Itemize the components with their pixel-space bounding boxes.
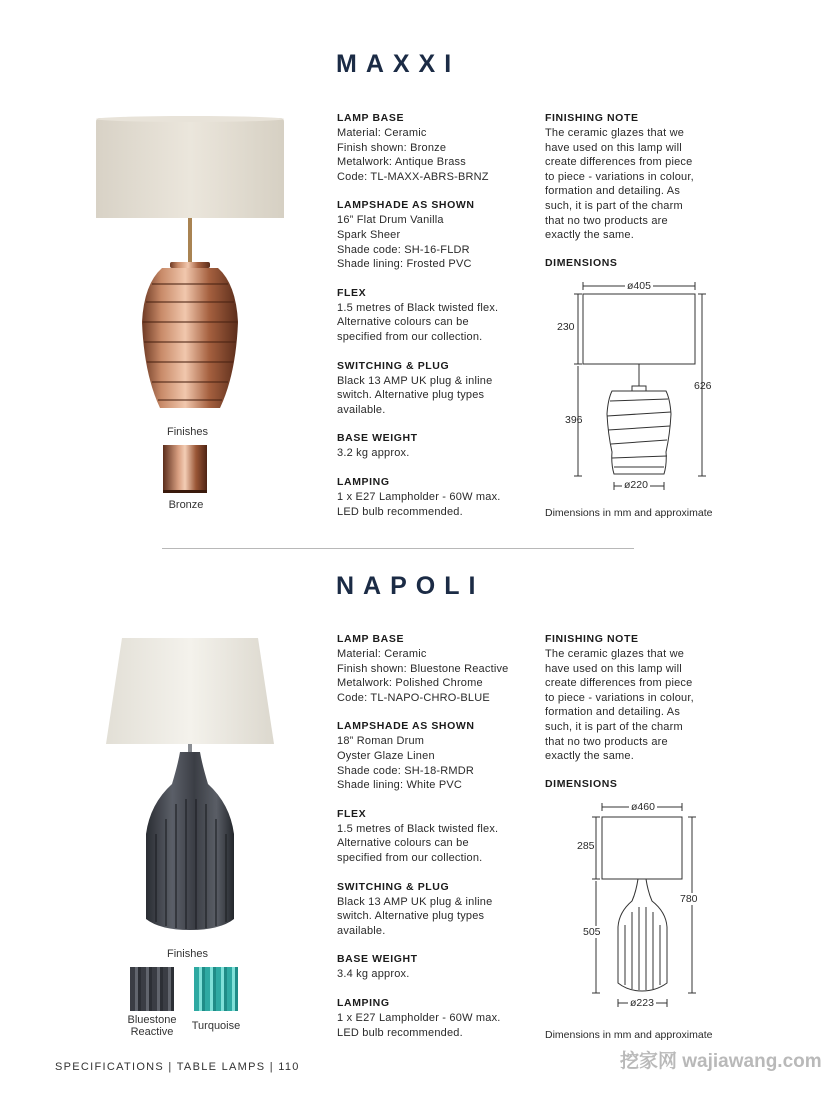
note-line: have used on this lamp will xyxy=(545,141,682,154)
maxxi-swatch-label: Bronze xyxy=(168,499,204,511)
spec-line: Code: TL-NAPO-CHRO-BLUE xyxy=(337,691,490,704)
spec-section-base-weight xyxy=(337,952,537,982)
maxxi-dim-note: Dimensions in mm and approximate xyxy=(545,507,713,519)
note-line: such, it is part of the charm xyxy=(545,720,683,733)
napoli-finishes-label: Finishes xyxy=(167,948,208,960)
spec-line: available. xyxy=(337,403,386,416)
maxxi-finishes-label: Finishes xyxy=(167,426,208,438)
spec-line: 1.5 metres of Black twisted flex. xyxy=(337,301,499,314)
napoli-dim-base-width: ø223 xyxy=(630,997,654,1009)
spec-heading: BASE WEIGHT xyxy=(337,953,418,966)
note-line: exactly the same. xyxy=(545,229,634,242)
spec-line: specified from our collection. xyxy=(337,330,483,343)
maxxi-finishing-note xyxy=(545,111,745,243)
spec-line: Finish shown: Bronze xyxy=(337,141,447,154)
spec-heading: SWITCHING & PLUG xyxy=(337,880,450,893)
spec-line: Metalwork: Antique Brass xyxy=(337,156,466,169)
spec-line: 3.4 kg approx. xyxy=(337,968,410,981)
product-title-napoli: NAPOLI xyxy=(336,572,485,600)
finishing-note-heading: FINISHING NOTE xyxy=(545,633,639,645)
spec-section-switching xyxy=(337,359,537,418)
note-line: such, it is part of the charm xyxy=(545,199,683,212)
maxxi-dim-base-width: ø220 xyxy=(624,479,648,491)
note-line: that no two products are xyxy=(545,735,668,748)
napoli-dimension-drawing xyxy=(560,797,720,1017)
spec-line: switch. Alternative plug types xyxy=(337,910,485,923)
spec-heading: FLEX xyxy=(337,286,367,299)
spec-line: switch. Alternative plug types xyxy=(337,389,485,402)
spec-line: Finish shown: Bluestone Reactive xyxy=(337,662,509,675)
maxxi-spec-column xyxy=(337,111,537,533)
note-line: create differences from piece xyxy=(545,156,693,169)
finishing-note-heading: FINISHING NOTE xyxy=(545,112,639,124)
spec-line: LED bulb recommended. xyxy=(337,505,463,518)
note-line: The ceramic glazes that we xyxy=(545,127,685,139)
spec-line: Oyster Glaze Linen xyxy=(337,749,435,762)
spec-section-switching xyxy=(337,880,537,939)
product-title-maxxi: MAXXI xyxy=(336,50,461,78)
napoli-dim-shade-width: ø460 xyxy=(631,801,655,813)
spec-line: 1.5 metres of Black twisted flex. xyxy=(337,822,499,835)
spec-heading: LAMPSHADE AS SHOWN xyxy=(337,199,475,212)
spec-line: LED bulb recommended. xyxy=(337,1026,463,1039)
spec-line: Black 13 AMP UK plug & inline xyxy=(337,895,493,908)
napoli-swatch-turquoise[interactable] xyxy=(194,967,238,1011)
spec-line: 1 x E27 Lampholder - 60W max. xyxy=(337,490,501,503)
spec-line: Alternative colours can be xyxy=(337,837,469,850)
note-line: exactly the same. xyxy=(545,750,634,763)
maxxi-swatch-bronze[interactable] xyxy=(163,445,207,493)
spec-line: Shade code: SH-16-FLDR xyxy=(337,243,470,256)
spec-heading: LAMP BASE xyxy=(337,633,405,645)
spec-heading: LAMP BASE xyxy=(337,112,405,124)
note-line: to piece - variations in colour, xyxy=(545,170,694,183)
spec-section-base-weight xyxy=(337,431,537,461)
napoli-finishing-note xyxy=(545,632,745,764)
note-line: The ceramic glazes that we xyxy=(545,648,685,660)
spec-line: 1 x E27 Lampholder - 60W max. xyxy=(337,1011,501,1024)
napoli-swatch-bluestone[interactable] xyxy=(130,967,174,1011)
spec-line: Shade lining: White PVC xyxy=(337,779,463,792)
spec-line: Black 13 AMP UK plug & inline xyxy=(337,374,493,387)
page-footer: SPECIFICATIONS | TABLE LAMPS | 110 xyxy=(55,1061,300,1073)
spec-line: Metalwork: Polished Chrome xyxy=(337,677,483,690)
spec-section-flex xyxy=(337,807,537,866)
spec-section-lamping xyxy=(337,475,537,519)
spec-section-lamp-base xyxy=(337,632,537,705)
spec-line: 16” Flat Drum Vanilla xyxy=(337,214,444,227)
spec-heading: LAMPSHADE AS SHOWN xyxy=(337,720,475,733)
napoli-spec-column xyxy=(337,632,537,1054)
maxxi-dim-shade-width: ø405 xyxy=(627,280,651,292)
spec-line: Alternative colours can be xyxy=(337,316,469,329)
napoli-swatch-label-turquoise: Turquoise xyxy=(191,1020,241,1032)
section-divider xyxy=(162,548,634,549)
napoli-dim-shade-height: 285 xyxy=(577,840,595,852)
napoli-dimensions-heading: DIMENSIONS xyxy=(545,778,618,790)
spec-line: Shade code: SH-18-RMDR xyxy=(337,764,475,777)
watermark: 挖家网 wajiawang.com xyxy=(620,1051,822,1072)
spec-line: specified from our collection. xyxy=(337,851,483,864)
napoli-dim-base-height: 505 xyxy=(583,926,601,938)
spec-heading: FLEX xyxy=(337,807,367,820)
maxxi-dim-base-height: 396 xyxy=(565,414,583,426)
spec-heading: SWITCHING & PLUG xyxy=(337,359,450,372)
spec-line: Spark Sheer xyxy=(337,228,401,241)
spec-heading: LAMPING xyxy=(337,475,390,488)
note-line: formation and detailing. As xyxy=(545,706,681,719)
napoli-dim-note: Dimensions in mm and approximate xyxy=(545,1029,713,1041)
spec-section-lampshade xyxy=(337,198,537,271)
maxxi-lamp-image xyxy=(90,112,290,417)
maxxi-dim-shade-height: 230 xyxy=(557,321,575,333)
spec-section-lamp-base xyxy=(337,111,537,184)
spec-line: Material: Ceramic xyxy=(337,127,427,139)
note-line: have used on this lamp will xyxy=(545,662,682,675)
spec-section-lamping xyxy=(337,996,537,1040)
spec-line: 18” Roman Drum xyxy=(337,735,425,748)
maxxi-dimensions-heading: DIMENSIONS xyxy=(545,257,618,269)
spec-line: Code: TL-MAXX-ABRS-BRNZ xyxy=(337,170,489,183)
spec-line: Shade lining: Frosted PVC xyxy=(337,258,472,271)
napoli-dim-total-height: 780 xyxy=(680,893,698,905)
note-line: that no two products are xyxy=(545,214,668,227)
spec-line: Material: Ceramic xyxy=(337,648,427,660)
note-line: formation and detailing. As xyxy=(545,185,681,198)
spec-heading: BASE WEIGHT xyxy=(337,432,418,445)
napoli-swatch-label-bluestone: Bluestone Reactive xyxy=(127,1014,177,1038)
spec-section-flex xyxy=(337,286,537,345)
note-line: to piece - variations in colour, xyxy=(545,691,694,704)
spec-line: 3.2 kg approx. xyxy=(337,447,410,460)
spec-line: available. xyxy=(337,924,386,937)
spec-heading: LAMPING xyxy=(337,996,390,1009)
maxxi-dim-total-height: 626 xyxy=(694,380,712,392)
napoli-lamp-image xyxy=(100,634,280,936)
spec-section-lampshade xyxy=(337,719,537,792)
note-line: create differences from piece xyxy=(545,677,693,690)
